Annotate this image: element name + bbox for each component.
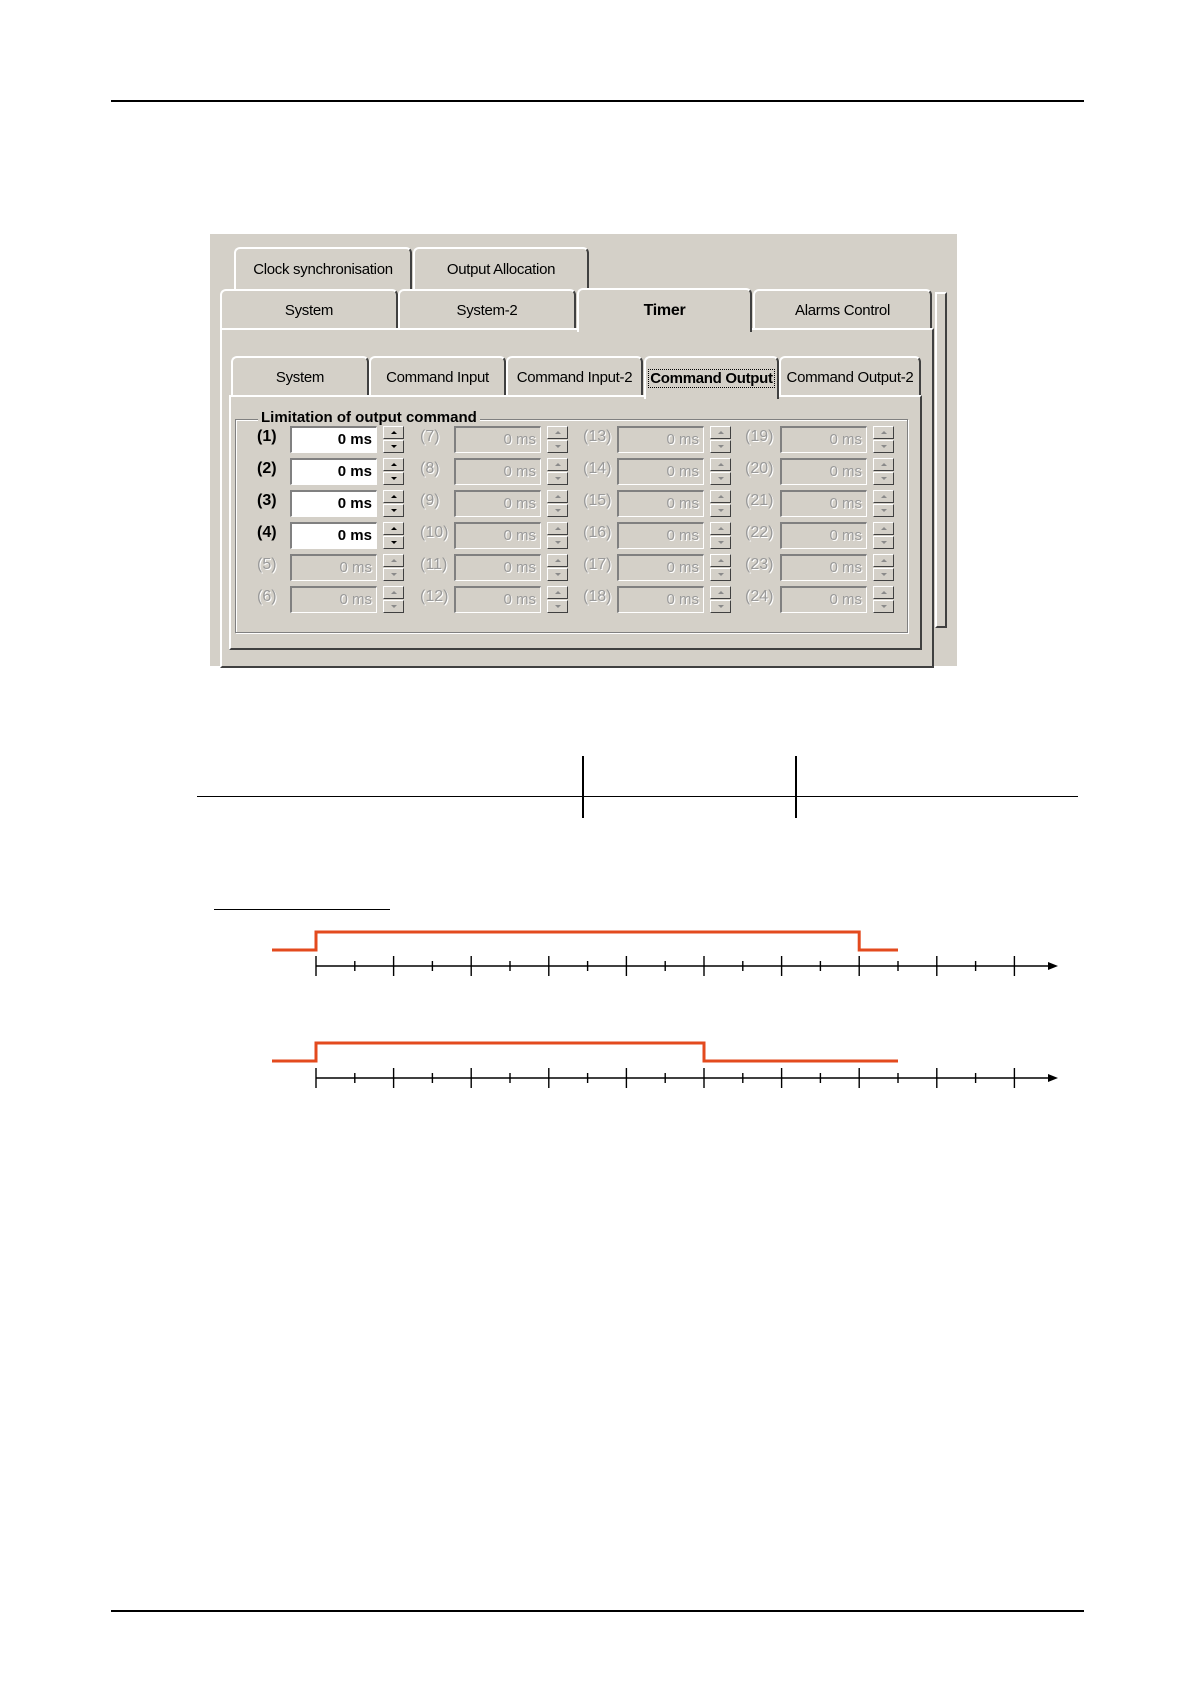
spin-down-arrow-icon [547, 504, 568, 517]
spin-up-arrow-icon [547, 490, 568, 503]
command-label: (14) [583, 460, 612, 477]
spin-up-arrow-icon [383, 586, 404, 599]
command-label: (3) [257, 492, 277, 509]
command-label: (17) [583, 556, 612, 573]
time-axis-arrow-2 [1048, 1074, 1058, 1082]
command-duration-input: 0 ms [617, 554, 704, 581]
duration-spinner [873, 554, 894, 581]
command-signal-1 [272, 932, 898, 950]
spin-up-arrow-icon [547, 522, 568, 535]
spin-up-arrow-icon[interactable] [383, 426, 404, 439]
spin-down-arrow-icon [710, 600, 731, 613]
spin-down-arrow-icon[interactable] [383, 472, 404, 485]
subtab-label: Command Input-2 [516, 368, 633, 386]
spin-down-arrow-icon [710, 504, 731, 517]
command-label: (24) [745, 588, 774, 605]
spin-down-arrow-icon [873, 600, 894, 613]
duration-spinner [547, 586, 568, 613]
command-label: (13) [583, 428, 612, 445]
spin-up-arrow-icon[interactable] [383, 522, 404, 535]
command-duration-input: 0 ms [780, 554, 867, 581]
command-label: (11) [420, 556, 448, 573]
command-label: (5) [257, 556, 277, 573]
subtab-command-input[interactable] [369, 356, 506, 396]
subtab-label: Command Input [386, 368, 489, 386]
command-label: (1) [257, 428, 277, 445]
tab-label: Output Allocation [446, 260, 556, 278]
subtab-command-input-2[interactable] [506, 356, 643, 396]
command-duration-input[interactable]: 0 ms [290, 426, 377, 453]
spin-down-arrow-icon [873, 568, 894, 581]
command-duration-input: 0 ms [290, 554, 377, 581]
subtab-command-output-2[interactable] [779, 356, 921, 396]
command-duration-input: 0 ms [290, 586, 377, 613]
spin-down-arrow-icon [873, 536, 894, 549]
command-label: (6) [257, 588, 277, 605]
command-duration-input: 0 ms [454, 490, 541, 517]
duration-spinner [383, 554, 404, 581]
command-duration-input[interactable]: 0 ms [290, 490, 377, 517]
tab-label: Alarms Control [795, 301, 890, 319]
spin-up-arrow-icon [873, 586, 894, 599]
subtab-command-output[interactable] [644, 356, 779, 399]
spin-down-arrow-icon [547, 440, 568, 453]
command-label: (2) [257, 460, 277, 477]
duration-spinner[interactable] [383, 490, 404, 517]
spin-down-arrow-icon [547, 536, 568, 549]
command-duration-input: 0 ms [617, 490, 704, 517]
command-label: (9) [420, 492, 440, 509]
spin-down-arrow-icon [710, 536, 731, 549]
tab-label: System-2 [456, 301, 518, 319]
spin-down-arrow-icon [710, 472, 731, 485]
command-label: (22) [745, 524, 774, 541]
spin-up-arrow-icon [873, 458, 894, 471]
footer-rule [111, 1610, 1084, 1612]
command-label: (7) [420, 428, 440, 445]
tab-timer[interactable] [577, 288, 752, 332]
spin-down-arrow-icon [383, 568, 404, 581]
duration-spinner [710, 458, 731, 485]
spin-up-arrow-icon [547, 458, 568, 471]
duration-spinner[interactable] [383, 458, 404, 485]
spin-up-arrow-icon [873, 426, 894, 439]
spin-down-arrow-icon [710, 440, 731, 453]
command-label: (10) [420, 524, 449, 541]
spin-down-arrow-icon [383, 600, 404, 613]
spin-up-arrow-icon [710, 554, 731, 567]
command-label: (12) [420, 588, 449, 605]
duration-spinner [547, 522, 568, 549]
duration-spinner[interactable] [383, 426, 404, 453]
command-duration-input: 0 ms [454, 458, 541, 485]
duration-spinner [873, 522, 894, 549]
command-duration-input: 0 ms [617, 458, 704, 485]
spin-down-arrow-icon [547, 472, 568, 485]
subtab-label: Command Output-2 [786, 368, 914, 386]
spin-down-arrow-icon [547, 600, 568, 613]
command-duration-input: 0 ms [780, 490, 867, 517]
spin-up-arrow-icon [873, 490, 894, 503]
spin-up-arrow-icon [547, 586, 568, 599]
spin-up-arrow-icon [873, 554, 894, 567]
spin-up-arrow-icon [873, 522, 894, 535]
spin-down-arrow-icon [710, 568, 731, 581]
spin-down-arrow-icon[interactable] [383, 440, 404, 453]
command-duration-input: 0 ms [780, 522, 867, 549]
spin-up-arrow-icon[interactable] [383, 490, 404, 503]
command-duration-input: 0 ms [780, 586, 867, 613]
duration-spinner [383, 586, 404, 613]
subtab-label: System [275, 368, 325, 386]
command-label: (20) [745, 460, 774, 477]
duration-spinner [710, 586, 731, 613]
command-label: (8) [420, 460, 440, 477]
duration-spinner [710, 426, 731, 453]
command-label: (23) [745, 556, 774, 573]
subtab-system[interactable] [231, 356, 369, 396]
duration-spinner [710, 554, 731, 581]
command-duration-input: 0 ms [617, 522, 704, 549]
command-signal-2 [272, 1043, 898, 1061]
spin-up-arrow-icon [710, 426, 731, 439]
duration-spinner [547, 554, 568, 581]
spin-up-arrow-icon [710, 490, 731, 503]
command-label: (18) [583, 588, 612, 605]
duration-spinner [873, 586, 894, 613]
spin-down-arrow-icon [873, 504, 894, 517]
command-label: (16) [583, 524, 612, 541]
command-duration-input: 0 ms [617, 586, 704, 613]
spin-down-arrow-icon[interactable] [383, 504, 404, 517]
command-duration-input: 0 ms [454, 554, 541, 581]
subtab-label: Command Output [650, 370, 773, 387]
command-duration-input: 0 ms [617, 426, 704, 453]
spin-up-arrow-icon [547, 554, 568, 567]
spin-up-arrow-icon [710, 458, 731, 471]
command-duration-input[interactable]: 0 ms [290, 458, 377, 485]
spin-up-arrow-icon [710, 586, 731, 599]
duration-spinner [710, 490, 731, 517]
duration-spinner[interactable] [383, 522, 404, 549]
duration-spinner [873, 458, 894, 485]
command-duration-input: 0 ms [454, 522, 541, 549]
spin-up-arrow-icon[interactable] [383, 458, 404, 471]
spin-up-arrow-icon [383, 554, 404, 567]
duration-spinner [547, 458, 568, 485]
command-label: (15) [583, 492, 612, 509]
duration-spinner [873, 490, 894, 517]
spin-down-arrow-icon [547, 568, 568, 581]
duration-spinner [547, 426, 568, 453]
spin-down-arrow-icon [873, 440, 894, 453]
duration-spinner [710, 522, 731, 549]
tab-label: Timer [643, 302, 686, 319]
spin-up-arrow-icon [547, 426, 568, 439]
command-label: (21) [745, 492, 774, 509]
duration-spinner [547, 490, 568, 517]
duration-spinner [873, 426, 894, 453]
spin-down-arrow-icon[interactable] [383, 536, 404, 549]
command-duration-input: 0 ms [454, 586, 541, 613]
command-label: (4) [257, 524, 277, 541]
command-duration-input: 0 ms [780, 426, 867, 453]
tab-label: System [284, 301, 334, 319]
command-duration-input: 0 ms [780, 458, 867, 485]
spin-down-arrow-icon [873, 472, 894, 485]
command-duration-input: 0 ms [454, 426, 541, 453]
command-duration-input[interactable]: 0 ms [290, 522, 377, 549]
group-title: Limitation of output command [258, 409, 480, 426]
command-label: (19) [745, 428, 774, 445]
time-axis-arrow-1 [1048, 962, 1058, 970]
tab-label: Clock synchronisation [253, 260, 393, 278]
spin-up-arrow-icon [710, 522, 731, 535]
